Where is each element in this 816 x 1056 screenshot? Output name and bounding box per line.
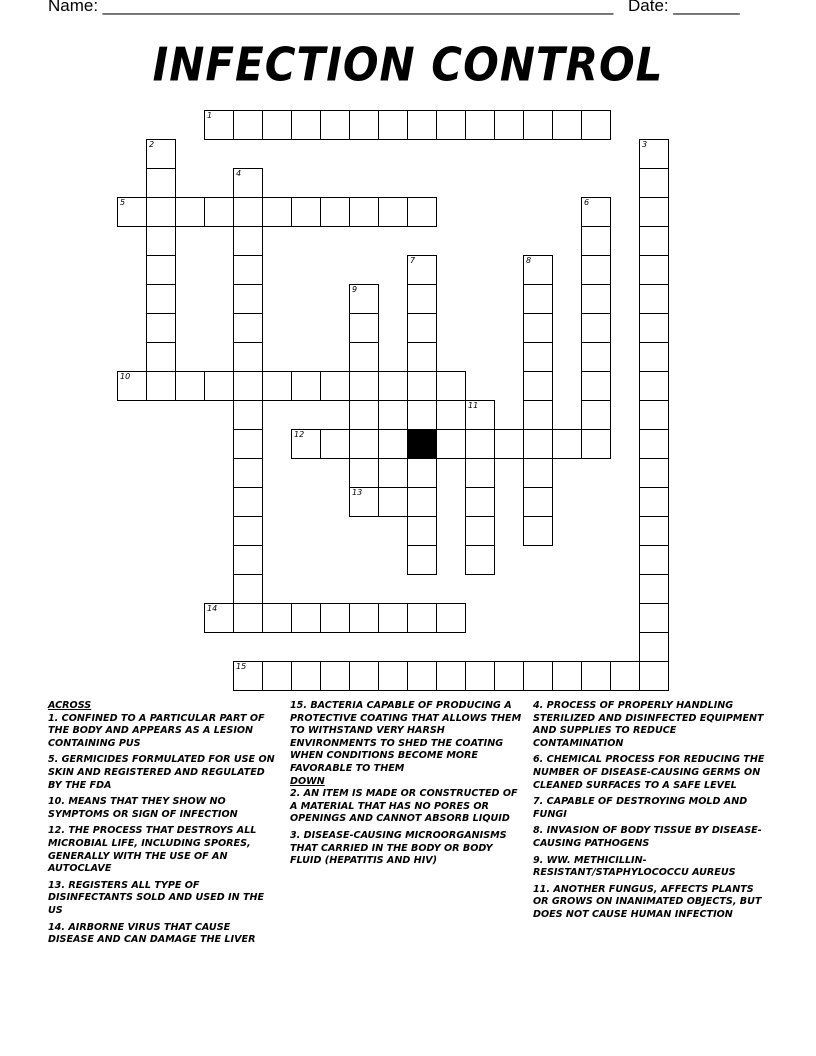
grid-cell[interactable] [581,110,611,140]
grid-cell[interactable] [262,661,292,691]
grid-cell[interactable] [552,429,582,459]
clue-number: 1 [207,111,213,120]
across-clue-5: 5. GERMICIDES FORMULATED FOR USE ON SKIN AND REGISTERED AND REGULATED BY THE FDA [48,754,275,791]
grid-cell[interactable] [465,545,495,575]
grid-cell[interactable] [320,110,350,140]
grid-cell[interactable] [639,255,669,285]
grid-cell[interactable] [233,197,263,227]
grid-cell[interactable] [407,371,437,401]
grid-cell[interactable] [146,139,176,169]
grid-cell[interactable] [233,255,263,285]
grid-cell[interactable] [436,371,466,401]
grid-cell[interactable] [233,603,263,633]
grid-cell[interactable] [523,429,553,459]
grid-cell[interactable] [204,371,234,401]
grid-cell[interactable] [639,516,669,546]
grid-cell[interactable] [581,400,611,430]
grid-cell[interactable] [291,661,321,691]
grid-cell[interactable] [146,371,176,401]
grid-cell[interactable] [639,197,669,227]
down-clue-2: 2. AN ITEM IS MADE OR CONSTRUCTED OF A MATERIAL THAT HAS NO PORES OR OPENINGS AND CANNOT ABSORB LIQUID [290,788,518,825]
grid-cell[interactable] [349,197,379,227]
grid-cell[interactable] [523,110,553,140]
grid-cell[interactable] [320,661,350,691]
grid-cell[interactable] [233,371,263,401]
grid-cell[interactable] [610,661,640,691]
grid-cell[interactable] [436,661,466,691]
down-heading: DOWN [290,775,325,787]
grid-cell[interactable] [465,110,495,140]
grid-cell[interactable] [436,110,466,140]
grid-cell[interactable] [407,110,437,140]
grid-cell[interactable] [523,371,553,401]
grid-cell[interactable] [233,516,263,546]
grid-cell[interactable] [233,458,263,488]
grid-cell[interactable] [494,661,524,691]
grid-cell[interactable] [233,226,263,256]
grid-cell[interactable] [378,110,408,140]
grid-cell[interactable] [639,632,669,662]
grid-cell[interactable] [349,284,379,314]
grid-cell[interactable] [146,197,176,227]
grid-cell[interactable] [523,487,553,517]
grid-cell[interactable] [233,429,263,459]
grid-cell[interactable] [581,661,611,691]
grid-cell[interactable] [639,168,669,198]
grid-cell[interactable] [233,400,263,430]
across-clue-15: 15. BACTERIA CAPABLE OF PRODUCING A PROTECTIVE COATING THAT ALLOWS THEM TO WITHSTAND VERY HARSH ENVIRONMENTS TO SHED THE COATING WHEN CONDITIONS BECOME MORE FAVORABLE TO THEM [290,700,522,774]
grid-cell[interactable] [349,400,379,430]
grid-cell[interactable] [523,284,553,314]
across-heading: ACROSS [48,700,92,711]
grid-cell[interactable] [639,661,669,691]
grid-cell[interactable] [291,110,321,140]
grid-cell[interactable] [436,603,466,633]
grid-cell[interactable] [378,197,408,227]
grid-cell[interactable] [523,661,553,691]
grid-cell[interactable] [320,603,350,633]
grid-cell[interactable] [523,313,553,343]
grid-cell[interactable] [639,371,669,401]
grid-cell[interactable] [233,168,263,198]
grid-cell[interactable] [349,458,379,488]
grid-cell[interactable] [552,110,582,140]
grid-cell[interactable] [639,574,669,604]
across-clue-12: 12. THE PROCESS THAT DESTROYS ALL MICROBIAL LIFE, INCLUDING SPORES, GENERALLY WITH THE USE OF AN AUTOCLAVE [48,825,257,875]
across-clue-10: 10. MEANS THAT THEY SHOW NO SYMPTOMS OR SIGN OF INFECTION [48,796,238,820]
clue-number: 8 [526,256,532,265]
clue-number: 12 [294,430,305,439]
clue-number: 11 [468,401,479,410]
grid-cell[interactable] [407,545,437,575]
grid-cell[interactable] [494,110,524,140]
grid-cell[interactable] [175,197,205,227]
grid-cell[interactable] [378,371,408,401]
grid-cell[interactable] [523,516,553,546]
clue-number: 9 [352,285,358,294]
grid-cell[interactable] [639,458,669,488]
grid-cell[interactable] [233,661,263,691]
grid-cell[interactable] [639,139,669,169]
grid-cell[interactable] [581,371,611,401]
grid-cell[interactable] [349,371,379,401]
grid-cell[interactable] [581,313,611,343]
grid-cell[interactable] [465,458,495,488]
grid-cell[interactable] [639,342,669,372]
grid-cell[interactable] [552,661,582,691]
down-clue-8: 8. INVASION OF BODY TISSUE BY DISEASE-CAUSING PATHOGENS [533,825,762,849]
grid-cell[interactable] [407,313,437,343]
grid-cell[interactable] [378,661,408,691]
grid-cell[interactable] [291,429,321,459]
grid-cell[interactable] [146,255,176,285]
down-clue-3: 3. DISEASE-CAUSING MICROORGANISMS THAT CARRIED IN THE BODY OR BODY FLUID (HEPATITIS AND HIV) [290,829,507,867]
grid-cell[interactable] [175,371,205,401]
clue-number: 13 [352,488,363,497]
grid-cell[interactable] [465,429,495,459]
grid-cell[interactable] [378,429,408,459]
clue-number: 3 [642,140,648,149]
grid-cell[interactable] [465,487,495,517]
grid-cell[interactable] [204,110,234,140]
grid-cell[interactable] [407,342,437,372]
down-clue-9: 9. WW. METHICILLIN-RESISTANT/STAPHYLOCOCCU AUREUS [533,854,736,879]
grid-cell[interactable] [639,400,669,430]
grid-cell[interactable] [262,371,292,401]
grid-cell[interactable] [204,197,234,227]
grid-cell[interactable] [465,400,495,430]
grid-cell[interactable] [523,400,553,430]
clue-number: 6 [584,198,590,207]
grid-cell[interactable] [146,226,176,256]
grid-cell[interactable] [407,603,437,633]
down-clue-7: 7. CAPABLE OF DESTROYING MOLD AND FUNGI [533,796,748,820]
grid-cell[interactable] [581,255,611,285]
grid-cell[interactable] [349,487,379,517]
grid-cell[interactable] [233,574,263,604]
clue-number: 10 [120,372,131,381]
grid-cell[interactable] [378,487,408,517]
grid-cell[interactable] [117,371,147,401]
grid-cell[interactable] [262,603,292,633]
grid-cell[interactable] [523,255,553,285]
grid-cell[interactable] [639,226,669,256]
grid-cell[interactable] [581,226,611,256]
grid-cell[interactable] [407,487,437,517]
clue-number: 5 [120,198,126,207]
grid-cell[interactable] [204,603,234,633]
grid-cell[interactable] [146,313,176,343]
grid-cell[interactable] [233,110,263,140]
grid-cell[interactable] [349,429,379,459]
grid-cell[interactable] [407,661,437,691]
date-field-label: Date: _______ [628,0,740,15]
grid-cell[interactable] [117,197,147,227]
grid-cell[interactable] [639,487,669,517]
grid-cell[interactable] [581,197,611,227]
clue-number: 14 [207,604,218,613]
grid-cell[interactable] [523,458,553,488]
grid-cell[interactable] [233,313,263,343]
grid-cell[interactable] [436,429,466,459]
grid-cell[interactable] [465,661,495,691]
grid-cell[interactable] [407,255,437,285]
grid-cell[interactable] [407,197,437,227]
clues-column-2 [290,700,522,872]
grid-cell[interactable] [291,603,321,633]
grid-cell[interactable] [407,400,437,430]
grid-cell[interactable] [407,458,437,488]
grid-cell[interactable] [320,371,350,401]
clue-number: 4 [236,169,242,178]
grid-cell[interactable] [581,429,611,459]
grid-cell[interactable] [581,342,611,372]
clues-column-3 [533,700,769,926]
grid-cell[interactable] [465,516,495,546]
grid-cell[interactable] [146,168,176,198]
grid-cell[interactable] [407,284,437,314]
down-clue-11: 11. ANOTHER FUNGUS, AFFECTS PLANTS OR GROWS ON INANIMATED OBJECTS, BUT DOES NOT CAUSE HUMAN INFECTION [533,883,762,920]
grid-cell[interactable] [581,284,611,314]
grid-black-square [407,429,437,459]
clue-number: 7 [410,256,416,265]
grid-cell[interactable] [639,284,669,314]
across-clue-1: 1. CONFINED TO A PARTICULAR PART OF THE BODY AND APPEARS AS A LESION CONTAINING PUS [48,712,265,749]
grid-cell[interactable] [320,429,350,459]
clue-number: 2 [149,140,155,149]
across-clue-13: 13. REGISTERS ALL TYPE OF DISINFECTANTS SOLD AND USED IN THE US [48,879,265,916]
grid-cell[interactable] [233,284,263,314]
grid-cell[interactable] [291,197,321,227]
grid-cell[interactable] [349,342,379,372]
grid-cell[interactable] [146,284,176,314]
name-field-label: Name: ______________________________________________________ [48,0,614,15]
clue-number: 15 [236,662,247,671]
grid-cell[interactable] [494,429,524,459]
grid-cell[interactable] [291,371,321,401]
grid-cell[interactable] [233,545,263,575]
grid-cell[interactable] [639,313,669,343]
grid-cell[interactable] [407,516,437,546]
clues-column-1 [48,700,276,951]
grid-cell[interactable] [262,110,292,140]
grid-cell[interactable] [233,342,263,372]
down-clue-6: 6. CHEMICAL PROCESS FOR REDUCING THE NUMBER OF DISEASE-CAUSING GERMS ON CLEANED SURFACES TO A SAFE LEVEL [533,754,765,791]
grid-cell[interactable] [349,661,379,691]
page-title: INFECTION CONTROL [152,37,664,92]
grid-cell[interactable] [639,603,669,633]
grid-cell[interactable] [146,342,176,372]
grid-cell[interactable] [349,110,379,140]
grid-cell[interactable] [378,603,408,633]
across-clue-14: 14. AIRBORNE VIRUS THAT CAUSE DISEASE AND CAN DAMAGE THE LIVER [48,921,256,946]
grid-cell[interactable] [349,313,379,343]
grid-cell[interactable] [233,487,263,517]
grid-cell[interactable] [523,342,553,372]
grid-cell[interactable] [349,603,379,633]
grid-cell[interactable] [320,197,350,227]
grid-cell[interactable] [639,429,669,459]
down-clue-4: 4. PROCESS OF PROPERLY HANDLING STERILIZED AND DISINFECTED EQUIPMENT AND SUPPLIES TO REDUCE CONTAMINATION [533,700,764,749]
grid-cell[interactable] [262,197,292,227]
grid-cell[interactable] [639,545,669,575]
